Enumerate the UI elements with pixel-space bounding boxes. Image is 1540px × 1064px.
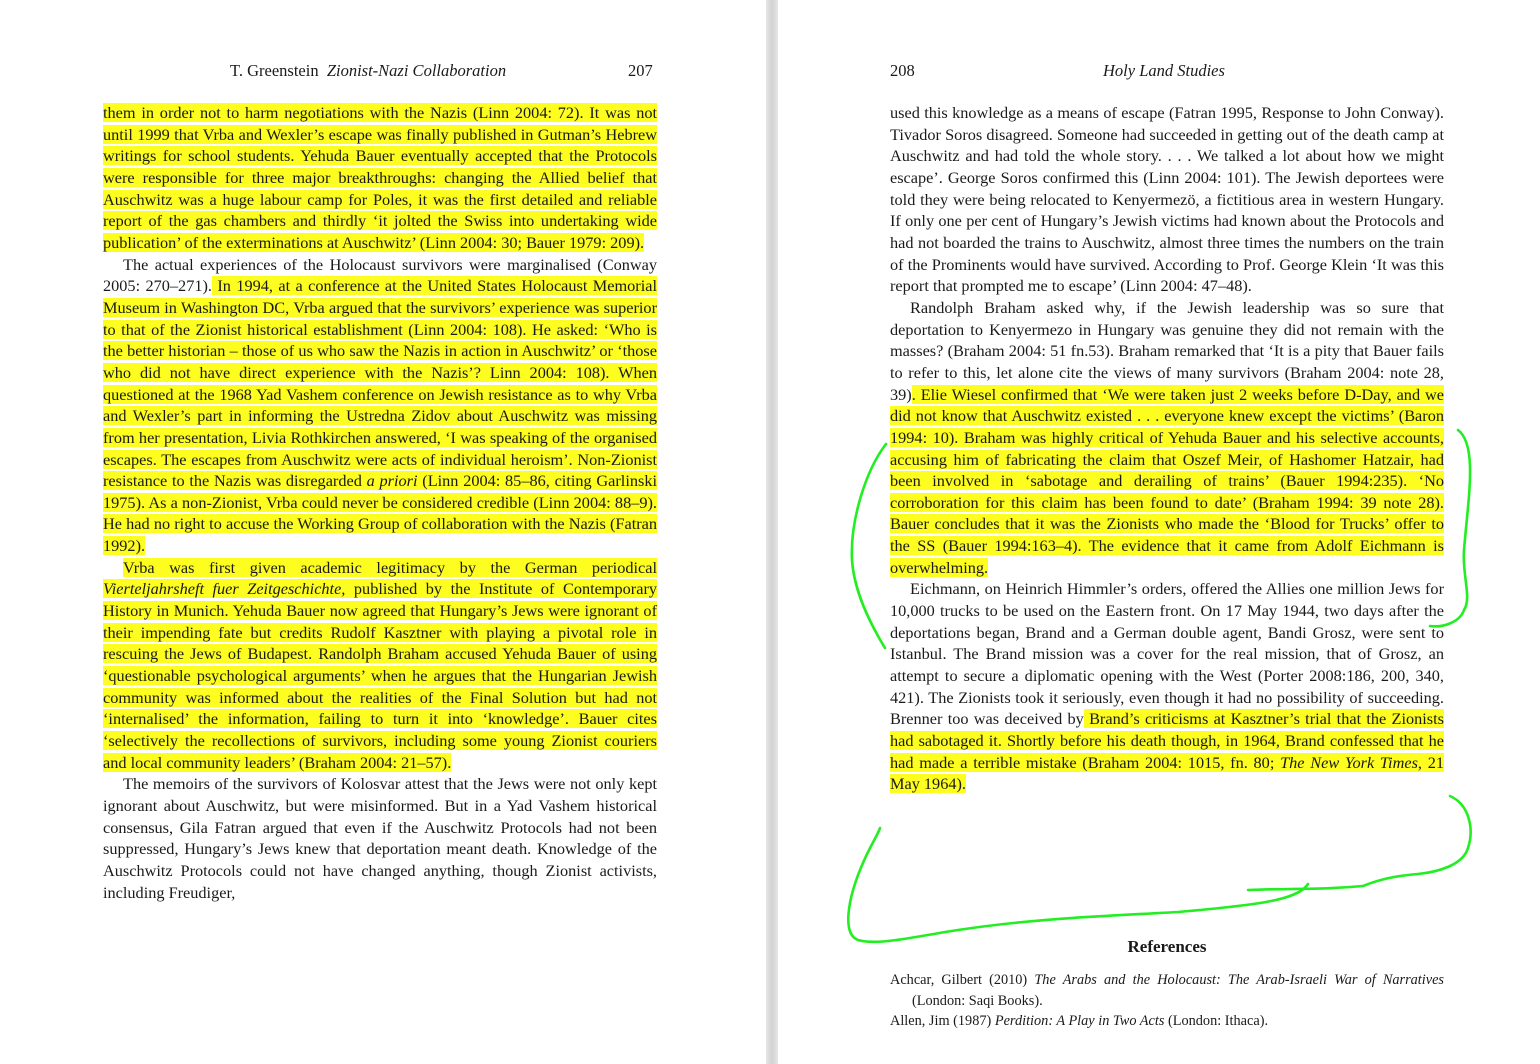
references-heading: References: [1127, 937, 1207, 956]
running-head-left: [230, 60, 506, 82]
text-segment: . Elie Wiesel confirmed that ‘We were taken just 2 weeks before D-Day, and we did not know that Auschwitz existed . . . everyone knew except the victims’ (Baron 1994: 10). Braham was highly critical of Yehuda Bauer and his selective accounts, accusing him of fabricating the claim that Oszef Meir, of Hashomer Hatzair, had been involved in ‘sabotage and derailing of trains’ (Bauer 1994:235). ‘No corroboration for this claim has been found to date’ (Braham 1994: 39 note 28). Bauer concludes that it was the Zionists who made the ‘Blood for Trucks’ offer to the SS (Bauer 1994:163–4). The evidence that it came from Adolf Eichmann is overwhelming.: [890, 384, 1444, 577]
reference-title: Perdition: A Play in Two Acts: [994, 1013, 1165, 1029]
body-paragraph: [103, 557, 657, 774]
highlighted-text: [103, 276, 657, 490]
reference-author: Allen, Jim (1987): [890, 1013, 995, 1029]
book-spine: [766, 0, 778, 1064]
body-paragraph: [890, 297, 1444, 579]
green-bracket-stroke-right-lower: [1248, 796, 1471, 890]
text-segment: Vrba was first given academic legitimacy by the German periodical: [123, 557, 657, 577]
body-paragraph: [103, 102, 657, 254]
green-bracket-stroke-bottom: [848, 828, 1308, 942]
text-segment: Eichmann, on Heinrich Himmler’s orders, offered the Allies one million Jews for 10,000 trucks to be used on the Eastern front. On 17 May 1944, two days after the deportations began, Brand and a German double agent, Bandi Grosz, were sent to Istanbul. The Brand mission was a cover for the real mission, that of Grosz, an attempt to secure a diplomatic opening with the West (Porter 2008:186, 200, 340, 421). The Zionists took it seriously, even though it had no possibility of succeeding. Brenner too was deceived by: [890, 579, 1444, 729]
text-segment: The actual experiences of the Holocaust survivors were marginalised (Conway 2005: 270–271).: [103, 254, 657, 296]
text-segment: , 21 May 1964).: [890, 752, 1444, 794]
text-segment: Randolph Braham asked why, if the Jewish leadership was so sure that deportation to Kenyermezo in Hungary was genuine they did not remain with the masses? (Braham 2004: 51 fn.53). Braham remarked that ‘It is a pity that Bauer fails to refer to this, let alone cite the views of many survivors (Braham 2004: note 28, 39): [890, 297, 1444, 404]
text-segment: The memoirs of the survivors of Kolosvar attest that the Jews were not only kept ignorant about Auschwitz, but were misinformed. But in a Yad Vashem historical consensus, Gila Fatran argued that even if the Auschwitz Protocols had not been suppressed, Hungary’s Jews knew that deportation meant death. Knowledge of the Auschwitz Protocols could not have changed anything, though Zionist activists, including Freudiger,: [103, 774, 657, 902]
running-title: Zionist-Nazi Collaboration: [326, 61, 507, 80]
highlighted-text: [1280, 753, 1418, 772]
text-segment: used this knowledge as a means of escape (Fatran 1995, Response to John Conway). Tivador Soros disagreed. Someone had succeeded in getting out of the death camp at Auschwitz and had told the whole story. . . . We talked a lot about how we might escape’. George Soros confirmed this (Linn 2004: 101). The Jewish deportees were told they were being relocated to Kenyermezö, a fictitious area in western Hungary. If only one per cent of Hungary’s Jewish victims had known about the Protocols and had not boarded the trains to Auschwitz, almost three times the numbers on the train of the Prominents would have survived. According to Prof. George Klein ‘It was this report that prompted me to escape’ (Linn 2004: 47–48).: [890, 103, 1444, 296]
left-text-column: [103, 102, 657, 903]
italic-text: The New York Times: [1280, 752, 1418, 772]
reference-publisher: (London: Saqi Books).: [912, 992, 1043, 1009]
text-segment: Brand’s criticisms at Kasztner’s trial that the Zionists had sabotaged it. Shortly before his death though, in 1964, Brand confessed that he had made a terrible mistake (Braham 2004: 1015, fn. 80;: [890, 709, 1444, 772]
text-segment: them in order not to harm negotiations with the Nazis (Linn 2004: 72). It was not until 1999 that Vrba and Wexler’s escape was finally published in Gutman’s Hebrew writings for school students. Yehuda Bauer eventually accepted that the Protocols were responsible for three major breakthroughs: changing the Allied belief that Auschwitz was a huge labour camp for Poles, it was the first detailed and reliable report of the gas chambers and thirdly ‘it jolted the Swiss into undertaking wide publication’ of the exterminations at Auschwitz’ (Linn 2004: 30; Bauer 1979: 209).: [103, 103, 657, 252]
reference-entry: [890, 970, 1444, 1011]
reference-list: [890, 970, 1444, 1032]
highlighted-text: [123, 558, 657, 577]
highlighted-text: [103, 103, 657, 252]
reference-author: Achcar, Gilbert (2010): [890, 972, 1035, 988]
author-name: T. Greenstein: [230, 61, 319, 80]
highlighted-text: [103, 579, 345, 598]
body-paragraph: [890, 102, 1444, 297]
body-paragraph: [890, 578, 1444, 795]
text-segment: published by the Institute of Contemporary History in Munich. Yehuda Bauer now agreed that Hungary’s Jews were ignorant of their impending fate but credits Rudolf Kasztner with playing a pivotal role in rescuing the Jews of Budapest. Randolph Braham accused Yehuda Bauer of using ‘questionable psychological arguments’ when he argues that the Hungarian Jewish community was informed about the realities of the Final Solution but had not ‘internalised’ the information, failing to turn it into ‘knowledge’. Bauer cites ‘selectively the recollections of survivors, including some young Zionist couriers and local community leaders’ (Braham 2004: 21–57).: [103, 579, 658, 772]
italic-text: Vierteljahrsheft fuer Zeitgeschichte,: [103, 579, 346, 599]
italic-text: a priori: [366, 471, 418, 491]
text-segment: In 1994, at a conference at the United States Holocaust Memorial Museum in Washington DC, Vrba argued that the survivors’ experience was superior to that of the Zionist historical establishment (Linn 2004: 108). He asked: ‘Who is the better historian – those of us who saw the Nazis in action in Auschwitz’ or ‘those who did not have direct experience with the Nazis’? Linn 2004: 108). When questioned at the 1968 Yad Vashem conference on Jewish resistance as to why Vrba and Wexler’s part in informing the Ustredna Zidov about Auschwitz was missing from her presentation, Livia Rothkirchen answered, ‘I was speaking of the organised escapes. The escapes from Auschwitz were acts of individual heroism’. Non-Zionist resistance to the Nazis was disregarded: [103, 276, 657, 491]
reference-entry: [890, 1011, 1444, 1032]
green-bracket-stroke-left-upper: [852, 444, 886, 648]
highlighted-text: [103, 579, 657, 771]
running-title-right: [1103, 60, 1225, 82]
page-number-left: 207: [628, 61, 653, 80]
body-paragraph: [103, 773, 657, 903]
text-segment: (Linn 2004: 85–86, citing Garlinski 1975). As a non-Zionist, Vrba could never be considered credible (Linn 2004: 88–9). He had no right to accuse the Working Group of collaboration with the Nazis (Fatran 1992).: [103, 471, 657, 556]
highlighted-text: [890, 385, 1444, 577]
right-page: [778, 0, 1540, 1064]
left-page: [0, 0, 766, 1064]
body-paragraph: [103, 254, 657, 557]
reference-title: The Arabs and the Holocaust: The Arab-Israeli War of Narratives: [1034, 972, 1445, 988]
page-number-right: 208: [890, 61, 915, 80]
reference-publisher: (London: Ithaca).: [1164, 1013, 1269, 1029]
journal-title: Holy Land Studies: [1103, 61, 1225, 80]
right-text-column: [890, 102, 1444, 795]
highlighted-text: [367, 471, 418, 490]
